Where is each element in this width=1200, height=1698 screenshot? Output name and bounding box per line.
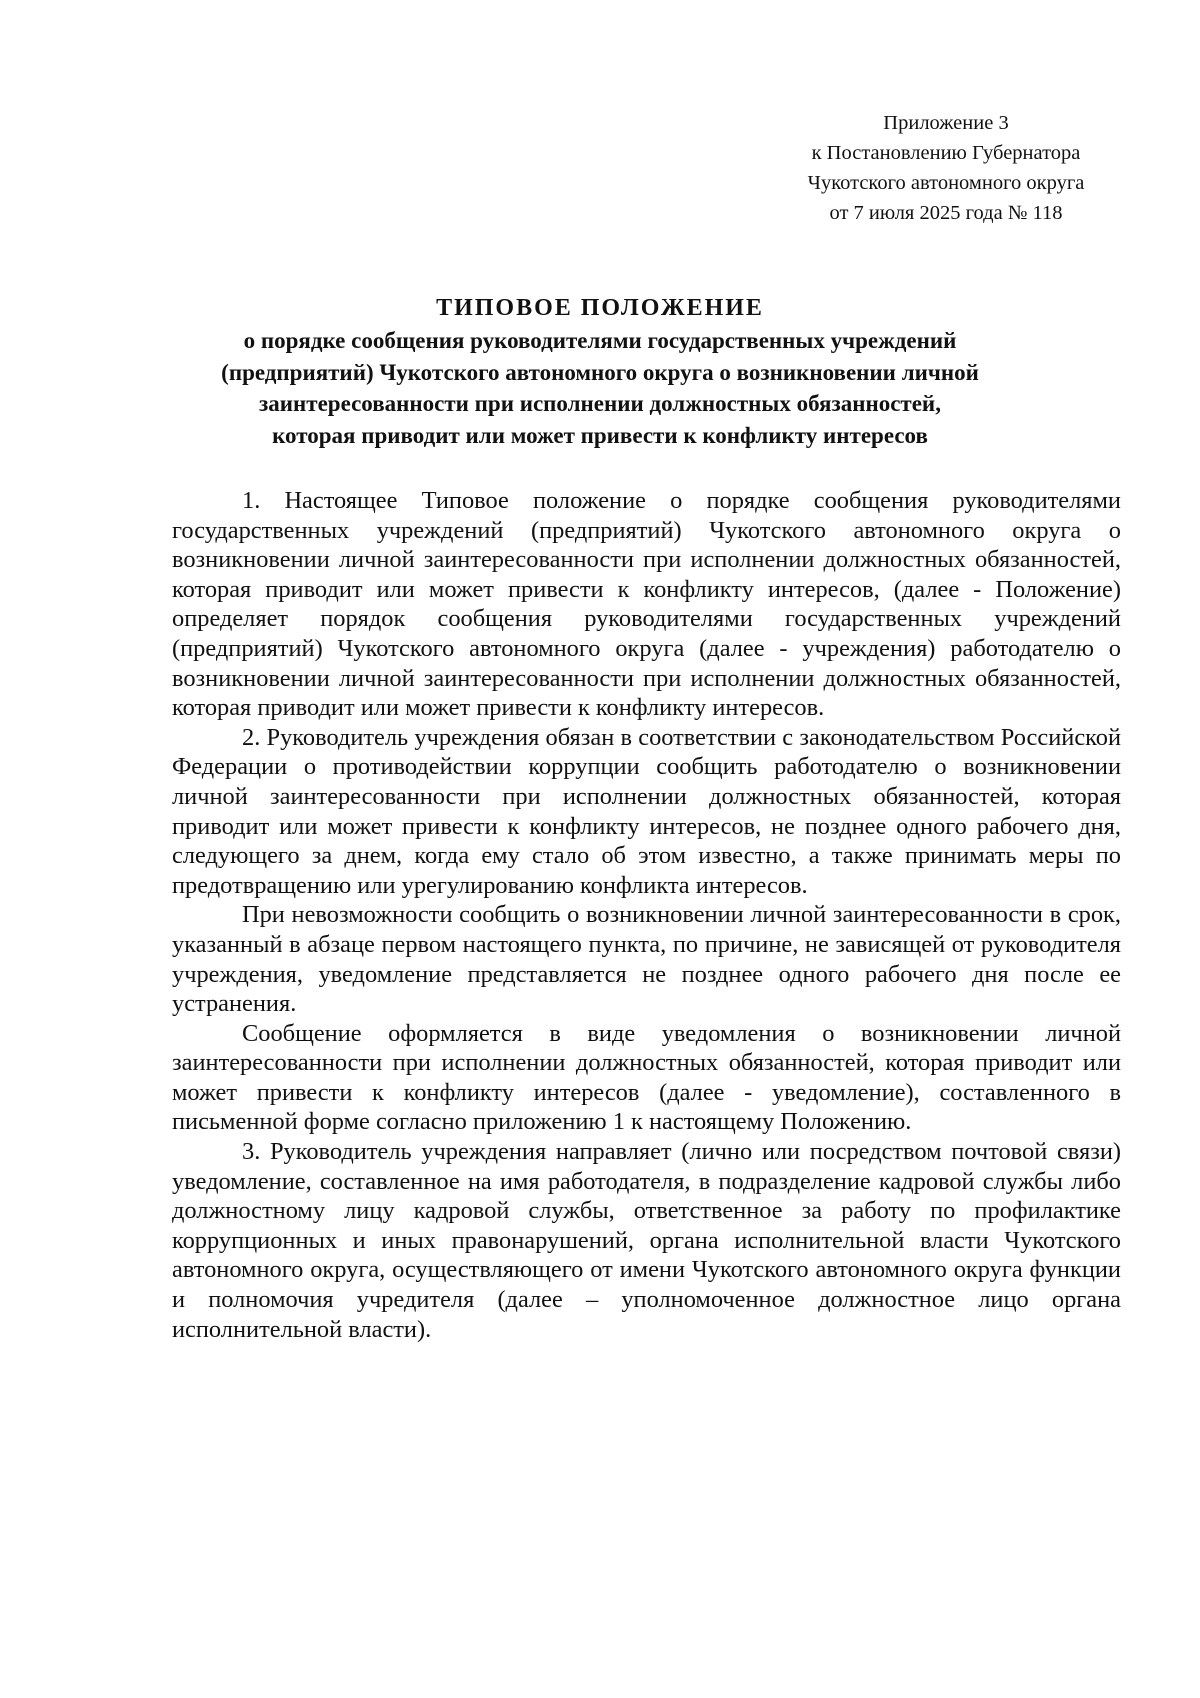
title-subtitle-line: о порядке сообщения руководителями государственных учреждений: [243, 328, 957, 353]
appendix-number: Приложение 3: [883, 112, 1009, 134]
title-subtitle-line: заинтересованности при исполнении должностных обязанностей,: [259, 391, 941, 416]
title-subtitle-line: которая приводит или может привести к конфликту интересов: [272, 422, 928, 448]
title-subtitle-line: (предприятий) Чукотского автономного округа о возникновении личной: [221, 359, 979, 385]
paragraph-2: 2. Руководитель учреждения обязан в соответствии с законодательством Российской Федерации о противодействии коррупции сообщить работодателю о возникновении личной заинтересованности при исполнении должностных обязанностей, которая приводит или может привести к конфликту интересов, не позднее одного рабочего дня, следующего за днем, когда ему стало об этом известно, а также принимать меры по предотвращению или урегулированию конфликта интересов.: [172, 723, 1121, 899]
document-title: [150, 291, 1050, 451]
paragraph-2-notice: Сообщение оформляется в виде уведомления о возникновении личной заинтересованности при исполнении должностных обязанностей, которая приводит или может привести к конфликту интересов (далее - уведомление), составленного в письменной форме согласно приложению 1 к настоящему Положению.: [172, 1019, 1121, 1136]
paragraph-1: 1. Настоящее Типовое положение о порядке сообщения руководителями государственных учреждений (предприятий) Чукотского автономного округа о возникновении личной заинтересованности при исполнении должностных обязанностей, которая приводит или может привести к конфликту интересов, (далее - Положение) определяет порядок сообщения руководителями государственных учреждений (предприятий) Чукотского автономного округа (далее - учреждения) работодателю о возникновении личной заинтересованности при исполнении должностных обязанностей, которая приводит или может привести к конфликту интересов.: [172, 487, 1121, 722]
appendix-region: Чукотского автономного округа: [807, 172, 1085, 194]
document-body: [172, 486, 1121, 1344]
appendix-reference: к Постановлению Губернатора: [811, 142, 1081, 164]
paragraph-2-continued: При невозможности сообщить о возникновении личной заинтересованности в срок, указанный в абзаце первом настоящего пункта, по причине, не зависящей от руководителя учреждения, уведомление представляется не позднее одного рабочего дня после ее устранения.: [172, 901, 1121, 1018]
paragraph-3: 3. Руководитель учреждения направляет (лично или посредством почтовой связи) уведомление, составленное на имя работодателя, в подразделение кадровой службы либо должностному лицу кадровой службы, ответственное за работу по профилактике коррупционных и иных правонарушений, органа исполнительной власти Чукотского автономного округа, осуществляющего от имени Чукотского автономного округа функции и полномочия учредителя (далее – уполномоченное должностное лицо органа исполнительной власти).: [172, 1138, 1121, 1343]
appendix-header: [760, 108, 1132, 228]
appendix-date: от 7 июля 2025 года № 118: [829, 202, 1063, 224]
title-main: ТИПОВОЕ ПОЛОЖЕНИЕ: [436, 295, 764, 321]
title-subtitle: [150, 325, 1050, 451]
